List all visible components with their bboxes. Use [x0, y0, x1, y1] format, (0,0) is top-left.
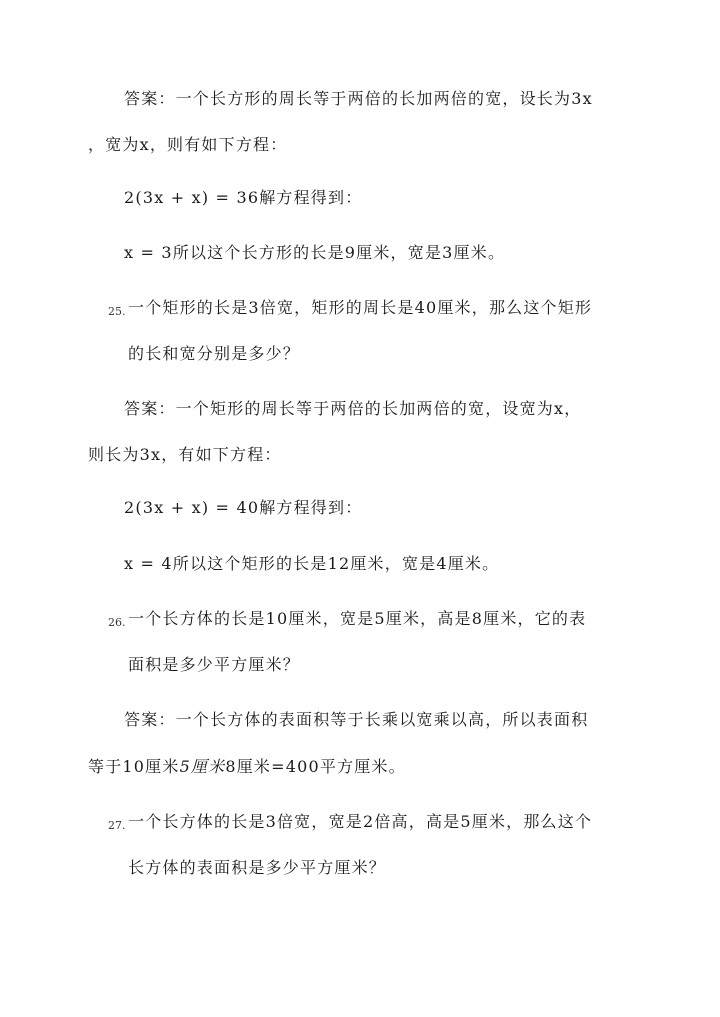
- answer-26-line-1: 答案：一个长方体的表面积等于长乘以宽乘以高，所以表面积: [124, 710, 589, 729]
- solution-25-line: x = 4所以这个矩形的长是12厘米，宽是4厘米。: [124, 554, 500, 573]
- answer-25-line-2: 则长为3x，有如下方程：: [88, 445, 282, 464]
- equation-line: 2(3x + x) = 36解方程得到：: [124, 188, 363, 207]
- answer-26-line-2: [88, 756, 406, 778]
- question-25-line-2: 的长和宽分别是多少？: [128, 344, 301, 363]
- answer-line-2: ，宽为x，则有如下方程：: [88, 135, 288, 154]
- question-number-26: 26.: [108, 616, 126, 629]
- question-26-line-2: 面积是多少平方厘米？: [128, 655, 301, 674]
- answer-25-line-1: 答案：一个矩形的周长等于两倍的长加两倍的宽，设宽为x，: [124, 399, 582, 418]
- question-27-line-1: 一个长方体的长是3倍宽，宽是2倍高，高是5厘米，那么这个: [128, 812, 593, 831]
- answer-line-1: 答案：一个长方形的周长等于两倍的长加两倍的宽，设长为3x: [124, 89, 593, 108]
- question-27-line-2: 长方体的表面积是多少平方厘米？: [128, 858, 387, 877]
- question-number-25: 25.: [108, 305, 126, 318]
- solution-line: x = 3所以这个长方形的长是9厘米，宽是3厘米。: [124, 243, 506, 262]
- answer-26-part-italic: 5厘米: [179, 757, 226, 776]
- answer-26-part-1: 等于10厘米: [88, 757, 180, 776]
- answer-26-part-3: 8厘米=400平方厘米。: [225, 757, 406, 776]
- question-number-27: 27.: [108, 819, 126, 832]
- equation-25-line: 2(3x + x) = 40解方程得到：: [124, 498, 363, 517]
- question-26-line-1: 一个长方体的长是10厘米，宽是5厘米，高是8厘米，它的表: [128, 609, 587, 628]
- question-25-line-1: 一个矩形的长是3倍宽，矩形的周长是40厘米，那么这个矩形: [128, 298, 593, 317]
